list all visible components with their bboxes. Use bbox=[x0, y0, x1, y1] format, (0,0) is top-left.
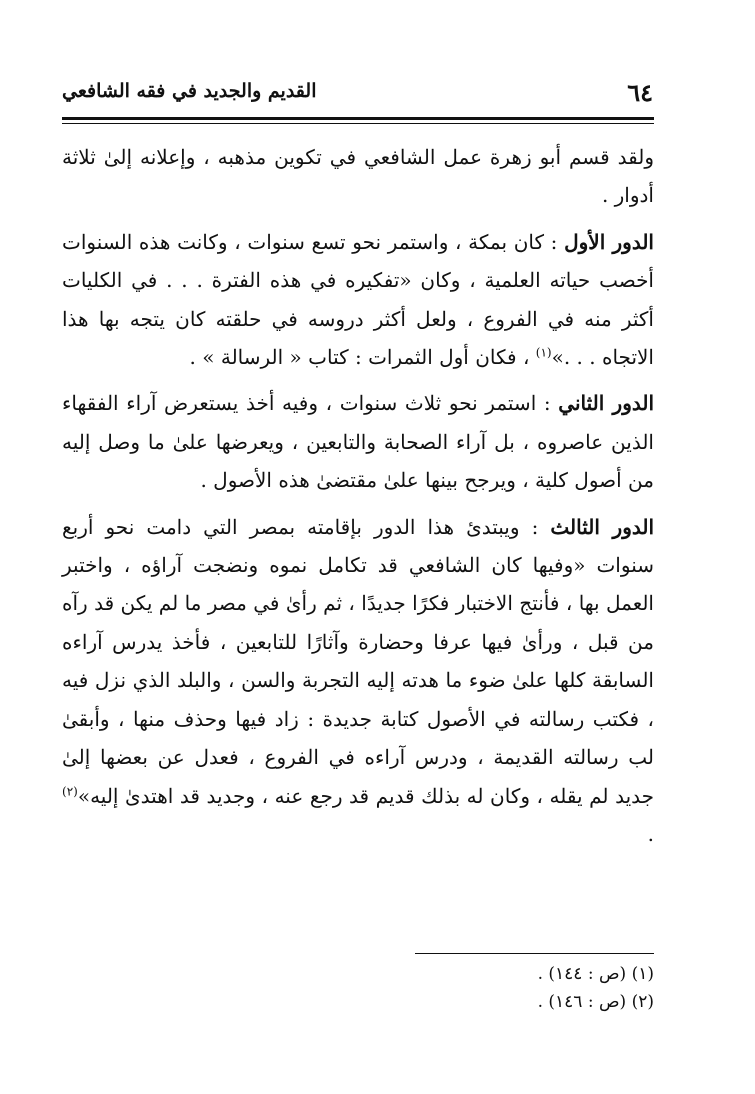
page-number: ٦٤ bbox=[627, 78, 653, 107]
section-text: : كان بمكة ، واستمر نحو تسع سنوات ، وكانت هذه السنوات أخصب حياته العلمية ، وكان «تفكيره في هذه الفترة . . . في الكليات أكثر منه في الفروع ، ولعل أكثر دروسه في حلقته كان يتجه بها هذا الاتجاه . . .» bbox=[62, 229, 654, 370]
section-text: : استمر نحو ثلاث سنوات ، وفيه أخذ يستعرض آراء الفقهاء الذين عاصروه ، بل آراء الصحابة والتابعين ، ويعرضها علىٰ ما وصل إليه من أصول كلية ، ويرجح بينها علىٰ مقتضىٰ هذه الأصول . bbox=[62, 391, 654, 493]
footnote-ref: (١) bbox=[535, 345, 552, 360]
page-header bbox=[62, 74, 653, 114]
section-lead: الدور الثاني bbox=[558, 391, 655, 416]
intro-paragraph: ولقد قسم أبو زهرة عمل الشافعي في تكوين مذهبه ، وإعلانه إلىٰ ثلاثة أدوار . bbox=[62, 145, 654, 208]
section-text-cont: ، فكان أول الثمرات : كتاب « الرسالة » . bbox=[189, 345, 530, 370]
section-text-cont: . bbox=[647, 821, 654, 846]
footnote: (٢) (ص : ١٤٦) . bbox=[537, 992, 654, 1012]
running-title: القديم والجديد في فقه الشافعي bbox=[62, 80, 317, 102]
section-text: : ويبتدئ هذا الدور بإقامته بمصر التي دامت نحو أربع سنوات «وفيها كان الشافعي قد تكامل نموه ونضجت آراؤه ، واختبر العمل بها ، فأنتج الاختبار فكرًا جديدًا ، ثم رأىٰ في مصر ما لم يكن قد رآه من قبل ، ورأىٰ فيها عرفا وحضارة وآثارًا للتابعين ، فأخذ يدرس آراءه السابقة كلها علىٰ ضوء ما هدته إليه التجربة والسن ، والبلد الذي نزل فيه ، فكتب رسالته في الأصول كتابة جديدة : زاد فيها وحذف منها ، وأبقىٰ لب رسالته القديمة ، ودرس آراءه في الفروع ، فعدل عن بعضها إلىٰ جديد لم يقله ، وكان له بذلك قديم قد رجع عنه ، وجديد قد اهتدىٰ إليه» bbox=[62, 514, 654, 808]
section-paragraph-second-phase bbox=[62, 384, 654, 499]
section-lead: الدور الثالث bbox=[550, 514, 654, 539]
header-rule-thin bbox=[62, 123, 654, 124]
section-paragraph-first-phase bbox=[62, 223, 654, 377]
footnote-separator bbox=[415, 953, 654, 954]
body-text bbox=[62, 138, 654, 861]
footnotes bbox=[62, 960, 654, 1016]
footnote: (١) (ص : ١٤٤) . bbox=[537, 964, 654, 984]
section-lead: الدور الأول bbox=[564, 229, 654, 254]
footnote-ref: (٢) bbox=[62, 783, 78, 798]
section-paragraph-third-phase bbox=[62, 508, 654, 854]
header-rule-thick bbox=[62, 117, 654, 120]
